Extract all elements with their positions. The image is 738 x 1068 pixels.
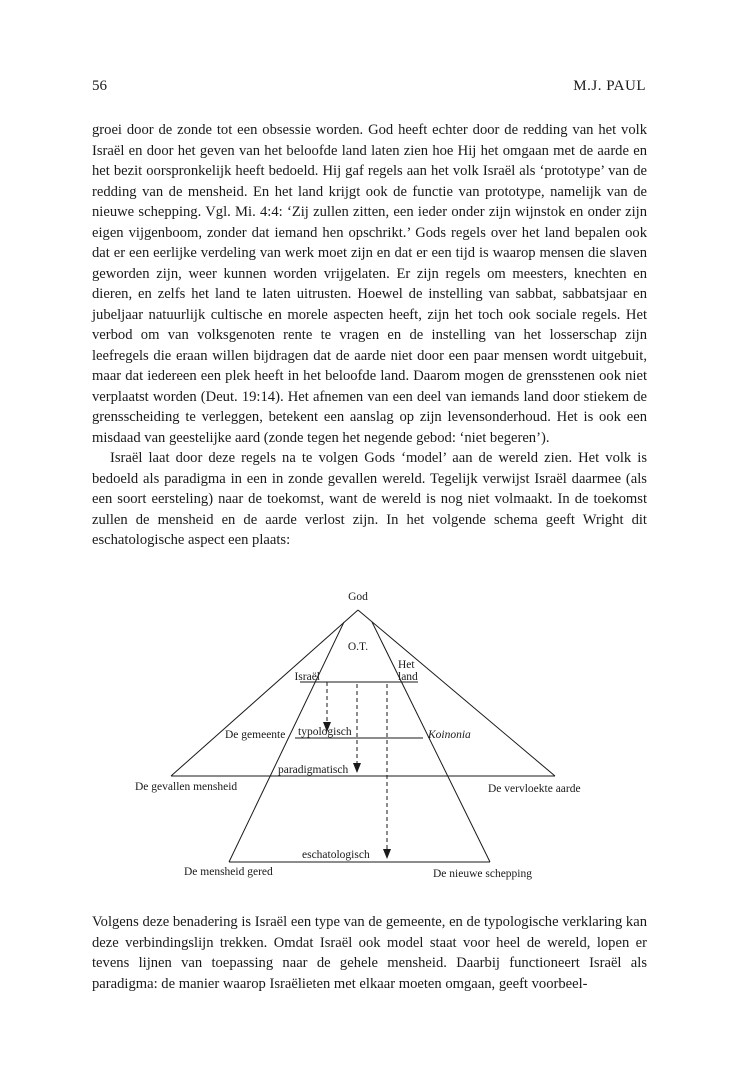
wright-schema-diagram [128,586,598,892]
page-number: 56 [92,78,107,94]
label-mensheid-gered: De mensheid gered [184,866,273,878]
wedge-right-edge [372,622,490,862]
label-koinonia: Koinonia [428,729,471,741]
label-ot: O.T. [347,641,369,653]
paragraph: groei door de zonde tot een obsessie worden. God heeft echter door de redding van het volk Israël en door het geven van het beloofde land laten zien hoe Hij het omgaan met de aarde en het bezit oorspronkelijk heeft bedoeld. Hij gaf regels aan het volk Israël als ‘prototype’ van de redding van de mensheid. En het land krijgt ook de functie van prototype, namelijk van de nieuwe schepping. Vgl. Mi. 4:4: ‘Zij zullen zitten, een ieder onder zijn wijnstok en onder zijn eigen vijgenboom, zonder dat iemand hen opschrikt.’ Gods regels over het land bepalen ook dat er een eerlijke verdeling van werk moet zijn en dat er een tijd is waarop mensen die slaven geworden zijn, weer kunnen worden vrijgelaten. Er zijn regels om meesters, knechten en dieren, en zelfs het land te laten uitrusten. Hoewel de instelling van sabbat, sabbatsjaar en jubeljaar natuurlijk cultische en morele aspecten heeft, zijn het toch ook sociale regels. Het verbod om van volksgenoten rente te vragen en de instelling van het losserschap zijn leefregels die eraan willen bijdragen dat de aarde niet door een paar mensen wordt uitgebuit, maar dat iedereen een plek heeft in het beloofde land. Daarom mogen de grensstenen ook niet verplaatst worden (Deut. 19:14). Het afnemen van een deel van iemands land door stiekem de grensscheiding te verleggen, betekent een aanslag op zijn levensonderhoud. Het is ook een misdaad van geestelijke aard (zonde tegen het negende gebod: ‘niet begeren’). [92,122,647,446]
arrowhead [353,763,361,773]
label-gevallen-mensheid: De gevallen mensheid [135,781,238,793]
body-text-bottom [92,912,647,994]
label-typologisch: typologisch [298,726,352,738]
running-head-author: M.J. PAUL [573,78,646,94]
label-land: land [398,671,418,683]
wedge-left-edge [229,622,344,862]
running-head [92,78,646,98]
triangle-right-edge [358,610,555,776]
label-israel: Israël [294,671,320,683]
label-gemeente: De gemeente [225,729,286,741]
paragraph: Volgens deze benadering is Israël een type van de gemeente, en de typologische verklaring kan deze verbindingslijn trekken. Omdat Israël ook model staat voor heel de wereld, lopen er tevens lijnen van toepassing naar de gehele mensheid. Daarbij functioneert Israël als paradigma: de manier waarop Israëlieten met elkaar moeten omgaan, geeft voorbeel- [92,914,647,992]
arrowhead [383,849,391,859]
body-text-top [92,120,647,551]
label-eschatologisch: eschatologisch [302,849,370,861]
label-nieuwe-schepping: De nieuwe schepping [433,868,532,880]
label-paradigmatisch: paradigmatisch [278,764,349,776]
label-het: Het [398,659,415,671]
triangle-left-edge [171,610,358,776]
label-god: God [348,591,368,603]
paragraph: Israël laat door deze regels na te volgen Gods ‘model’ aan de wereld zien. Het volk is bedoeld als paradigma in een in zonde gevallen wereld. Tegelijk verwijst Israël daarmee (als een soort eersteling) naar de toekomst, want de wereld is nog niet volmaakt. In de toekomst zullen de mensheid en de aarde verlost zijn. In het volgende schema geeft Wright dit eschatologische aspect een plaats: [92,450,647,548]
label-vervloekte-aarde: De vervloekte aarde [488,783,581,795]
